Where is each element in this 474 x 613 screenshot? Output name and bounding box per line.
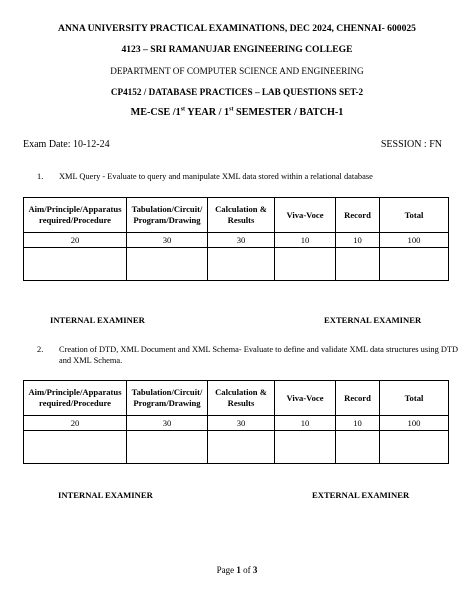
- marks-cell: 30: [208, 233, 275, 248]
- empty-cell: [208, 248, 275, 281]
- marks-cell: 20: [24, 416, 127, 431]
- internal-examiner-label: INTERNAL EXAMINER: [50, 315, 145, 325]
- marks-cell: 100: [380, 233, 449, 248]
- internal-examiner-label: INTERNAL EXAMINER: [58, 490, 153, 500]
- marks-table-1: [23, 197, 449, 281]
- header-cell: Viva-Voce: [275, 198, 336, 233]
- program-text: ME-CSE /1: [130, 107, 181, 118]
- page-total: 3: [252, 565, 258, 575]
- marks-cell: 20: [24, 233, 127, 248]
- page-number: 1: [236, 565, 241, 575]
- question-text: XML Query - Evaluate to query and manipulate XML data stored within a relational database: [59, 172, 373, 181]
- header-cell: Tabulation/Circuit/ Program/Drawing: [127, 198, 208, 233]
- awarded-marks-row: [24, 248, 449, 281]
- marks-cell: 30: [127, 233, 208, 248]
- page-prefix: Page: [216, 565, 237, 575]
- year-text: YEAR / 1: [185, 107, 230, 118]
- marks-cell: 30: [127, 416, 208, 431]
- marks-cell: 10: [275, 233, 336, 248]
- marks-header-row: [24, 381, 449, 416]
- marks-cell: 100: [380, 416, 449, 431]
- session-label: SESSION : FN: [380, 139, 442, 150]
- empty-cell: [208, 431, 275, 464]
- external-examiner-label: EXTERNAL EXAMINER: [312, 490, 410, 500]
- empty-cell: [336, 248, 380, 281]
- header-cell: Tabulation/Circuit/ Program/Drawing: [127, 381, 208, 416]
- ordinal-sup: st: [180, 106, 186, 113]
- question-text: Creation of DTD, XML Document and XML Schema- Evaluate to define and validate XML data structures using DTD and XML Schema.: [59, 345, 459, 365]
- empty-cell: [380, 248, 449, 281]
- empty-cell: [275, 431, 336, 464]
- max-marks-row: [24, 416, 449, 431]
- marks-cell: 10: [275, 416, 336, 431]
- marks-cell: 10: [336, 233, 380, 248]
- empty-cell: [24, 431, 127, 464]
- marks-table-2: [23, 380, 449, 464]
- exam-title: ANNA UNIVERSITY PRACTICAL EXAMINATIONS, DEC 2024, CHENNAI- 600025: [58, 23, 416, 34]
- empty-cell: [24, 248, 127, 281]
- header-cell: Record: [336, 381, 380, 416]
- header-cell: Viva-Voce: [275, 381, 336, 416]
- max-marks-row: [24, 233, 449, 248]
- page-of: of: [240, 565, 253, 575]
- external-examiner-label: EXTERNAL EXAMINER: [324, 315, 422, 325]
- ordinal-sup: st: [229, 106, 234, 113]
- marks-cell: 30: [208, 416, 275, 431]
- question-2: [37, 344, 459, 365]
- header-cell: Total: [380, 198, 449, 233]
- question-number: 1.: [37, 172, 44, 181]
- college-name: 4123 – SRI RAMANUJAR ENGINEERING COLLEGE: [121, 44, 353, 55]
- empty-cell: [336, 431, 380, 464]
- awarded-marks-row: [24, 431, 449, 464]
- header-cell: Total: [380, 381, 449, 416]
- department-name: DEPARTMENT OF COMPUTER SCIENCE AND ENGINEERING: [110, 66, 364, 76]
- marks-header-row: [24, 198, 449, 233]
- marks-cell: 10: [336, 416, 380, 431]
- empty-cell: [380, 431, 449, 464]
- header-cell: Aim/Principle/Apparatus required/Procedure: [24, 198, 127, 233]
- header-cell: Calculation & Results: [208, 198, 275, 233]
- question-number: 2.: [37, 345, 44, 354]
- header-cell: Calculation & Results: [208, 381, 275, 416]
- empty-cell: [127, 248, 208, 281]
- page-footer: [0, 565, 474, 575]
- header-cell: Record: [336, 198, 380, 233]
- empty-cell: [275, 248, 336, 281]
- course-title: CP4152 / DATABASE PRACTICES – LAB QUESTIONS SET-2: [110, 87, 364, 97]
- header-cell: Aim/Principle/Apparatus required/Procedure: [24, 381, 127, 416]
- exam-date: Exam Date: 10-12-24: [23, 139, 110, 150]
- empty-cell: [127, 431, 208, 464]
- question-1: [37, 171, 373, 182]
- program-batch: [0, 107, 474, 118]
- semester-batch-text: SEMESTER / BATCH-1: [233, 107, 344, 118]
